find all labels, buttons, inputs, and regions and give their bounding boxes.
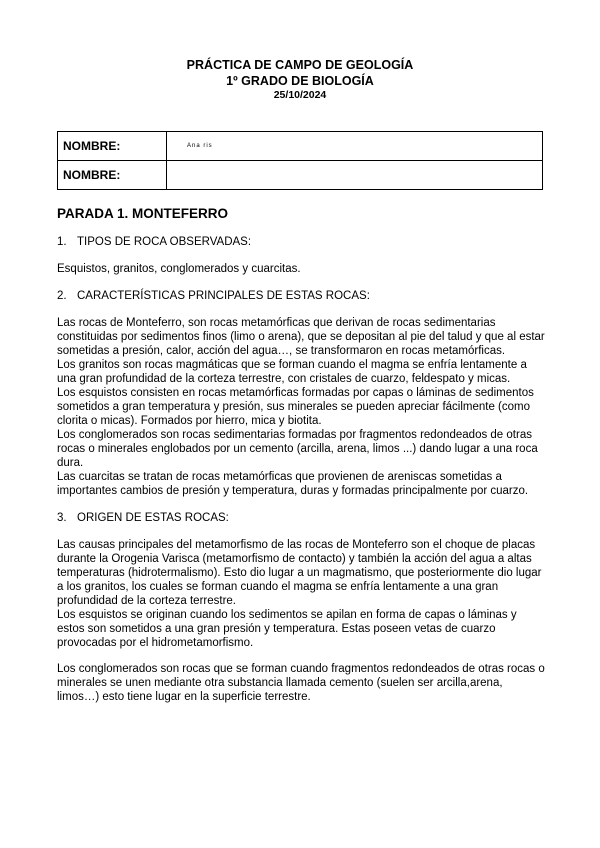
- question-number: 1.: [57, 236, 67, 248]
- name-value: [167, 161, 543, 190]
- name-label: NOMBRE:: [58, 132, 167, 161]
- names-table: [57, 131, 543, 190]
- answer-paragraph: Las rocas de Monteferro, son rocas metamórficas que derivan de rocas sedimentarias constituidas por sedimentos finos (limo o arena), que se depositan al pie del talud y que al estar sometidas a presión, calor, acción del agua…, se transformaron en rocas metamórficas.: [57, 317, 545, 357]
- answer-paragraph: Los granitos son rocas magmáticas que se forman cuando el magma se enfría lentamente a una gran profundidad de la corteza terrestre, con cristales de cuarzo, feldespato y micas.: [57, 359, 527, 385]
- course-label: 1º GRADO DE BIOLOGÍA: [226, 74, 374, 88]
- answer-paragraph: Los esquistos consisten en rocas metamórficas formadas por capas o láminas de sedimentos sometidos a gran temperatura y presión, sus minerales se pueden apreciar fácilmente (como clorita o micas). Formados por hierro, mica y biotita.: [57, 387, 534, 427]
- answer-paragraph: Las cuarcitas se tratan de rocas metamórficas que provienen de areniscas sometidas a importantes cambios de presión y temperatura, duras y formadas principalmente por cuarzo.: [57, 471, 529, 497]
- document-date: 25/10/2024: [273, 89, 327, 101]
- question-number: 2.: [57, 290, 67, 302]
- question-heading: [57, 235, 547, 249]
- question-text: ORIGEN DE ESTAS ROCAS:: [77, 512, 229, 524]
- answer-paragraph: Los conglomerados son rocas que se forman cuando fragmentos redondeados de otras rocas o minerales se unen mediante otra substancia llamada cemento (suelen ser arcilla,arena, limos…) esto tiene lugar en la superficie terrestre.: [57, 663, 545, 703]
- document-body: [57, 205, 547, 704]
- name-label: NOMBRE:: [58, 161, 167, 190]
- answer-paragraph: Los esquistos se originan cuando los sedimentos se apilan en forma de capas o láminas y estos son sometidos a una gran presión y temperatura. Estas poseen vetas de cuarzo provocadas por el hidrometamorfismo.: [57, 609, 517, 649]
- answer-paragraph: Esquistos, granitos, conglomerados y cuarcitas.: [57, 263, 301, 275]
- stop-title: PARADA 1. MONTEFERRO: [57, 206, 229, 221]
- question-heading: [57, 511, 547, 525]
- question-text: TIPOS DE ROCA OBSERVADAS:: [77, 236, 252, 248]
- question-text: CARACTERÍSTICAS PRINCIPALES DE ESTAS ROCAS:: [77, 290, 370, 302]
- table-row: [58, 161, 543, 190]
- document-title: PRÁCTICA DE CAMPO DE GEOLOGÍA: [186, 58, 414, 72]
- answer-paragraph: Las causas principales del metamorfismo de las rocas de Monteferro son el choque de placas durante la Orogenia Varisca (metamorfismo de contacto) y también la acción del agua a altas temperaturas (hidrotermalismo). Esto dio lugar a un magmatismo, que posteriormente dio lugar a los granitos, los cuales se forman cuando el magma se enfría lentamente a una gran profundidad de la corteza terrestre.: [57, 539, 542, 607]
- answer-paragraph: Los conglomerados son rocas sedimentarias formadas por fragmentos redondeados de otras rocas o minerales englobados por un cemento (arcilla, arena, limos ...) dando lugar a una roca dura.: [57, 429, 538, 469]
- document-header: [0, 57, 600, 102]
- question-number: 3.: [57, 512, 67, 524]
- question-heading: [57, 289, 547, 303]
- table-row: [58, 132, 543, 161]
- name-value: Ana ris: [167, 132, 543, 161]
